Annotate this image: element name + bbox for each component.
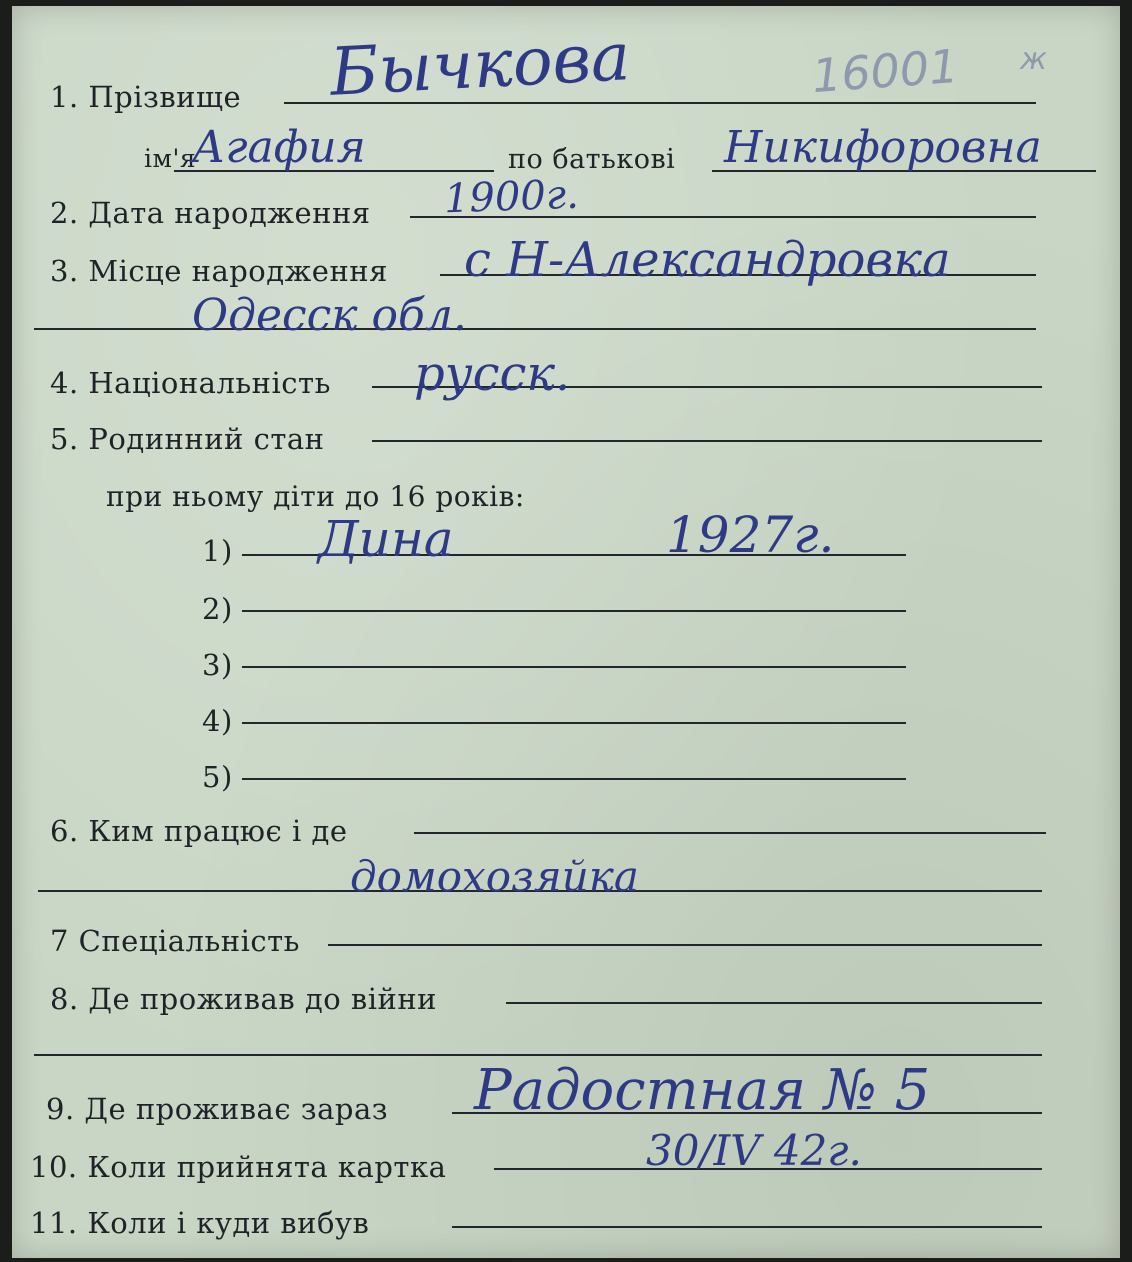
surname-entry: Бычкова	[328, 18, 633, 111]
child-number-2: 2)	[202, 592, 233, 626]
patronymic-entry: Никифоровна	[724, 122, 1042, 173]
child-number-1: 1)	[202, 534, 233, 568]
current-residence-label: 9. Де проживає зараз	[46, 1092, 389, 1126]
specialty-line	[328, 944, 1042, 946]
birth-date-label: 2. Дата народження	[50, 196, 371, 230]
card-accepted-entry: 30/IV 42г.	[646, 1126, 862, 1175]
child-line-2	[242, 610, 906, 612]
marital-status-label: 5. Родинний стан	[50, 422, 325, 456]
birth-date-entry: 1900г.	[443, 171, 580, 223]
current-residence-entry: Радостная № 5	[474, 1058, 931, 1123]
child-number-5: 5)	[202, 760, 233, 794]
patronymic-label: по батькові	[508, 144, 676, 175]
occupation-label: 6. Ким працює і де	[50, 814, 348, 848]
birth-place-line-2	[34, 328, 1036, 330]
child-number-3: 3)	[202, 648, 233, 682]
first-name-label: ім'я	[144, 144, 197, 173]
prewar-residence-label: 8. Де проживав до війни	[50, 982, 437, 1016]
nationality-entry: русск.	[414, 346, 571, 402]
children-label: при ньому діти до 16 років:	[106, 480, 525, 513]
departure-label: 11. Коли і куди вибув	[30, 1206, 370, 1240]
marital-status-line	[372, 440, 1042, 442]
child1-year-entry: 1927г.	[666, 506, 835, 564]
prewar-residence-line-2	[34, 1054, 1042, 1056]
first-name-entry: Агафия	[192, 122, 366, 173]
specialty-label: 7 Спеціальність	[50, 924, 300, 958]
birth-place-entry-1: с Н-Александровка	[464, 232, 951, 288]
child1-name-entry: Дина	[318, 510, 454, 568]
card-accepted-label: 10. Коли прийнята картка	[30, 1150, 447, 1184]
child-number-4: 4)	[202, 704, 233, 738]
surname-label: 1. Прізвище	[50, 80, 242, 114]
record-number: 16001	[810, 38, 961, 104]
prewar-residence-line-1	[506, 1002, 1042, 1004]
child-line-5	[242, 778, 906, 780]
birth-place-label: 3. Місце народження	[50, 254, 388, 288]
registration-card	[12, 6, 1120, 1258]
corner-mark: ж	[1020, 42, 1048, 77]
child-line-3	[242, 666, 906, 668]
occupation-line-1	[414, 832, 1046, 834]
birth-place-entry-2: Одесск обл.	[192, 290, 467, 341]
departure-line	[452, 1226, 1042, 1228]
nationality-label: 4. Національність	[50, 366, 331, 400]
child-line-4	[242, 722, 906, 724]
occupation-entry: домохозяйка	[350, 852, 639, 901]
